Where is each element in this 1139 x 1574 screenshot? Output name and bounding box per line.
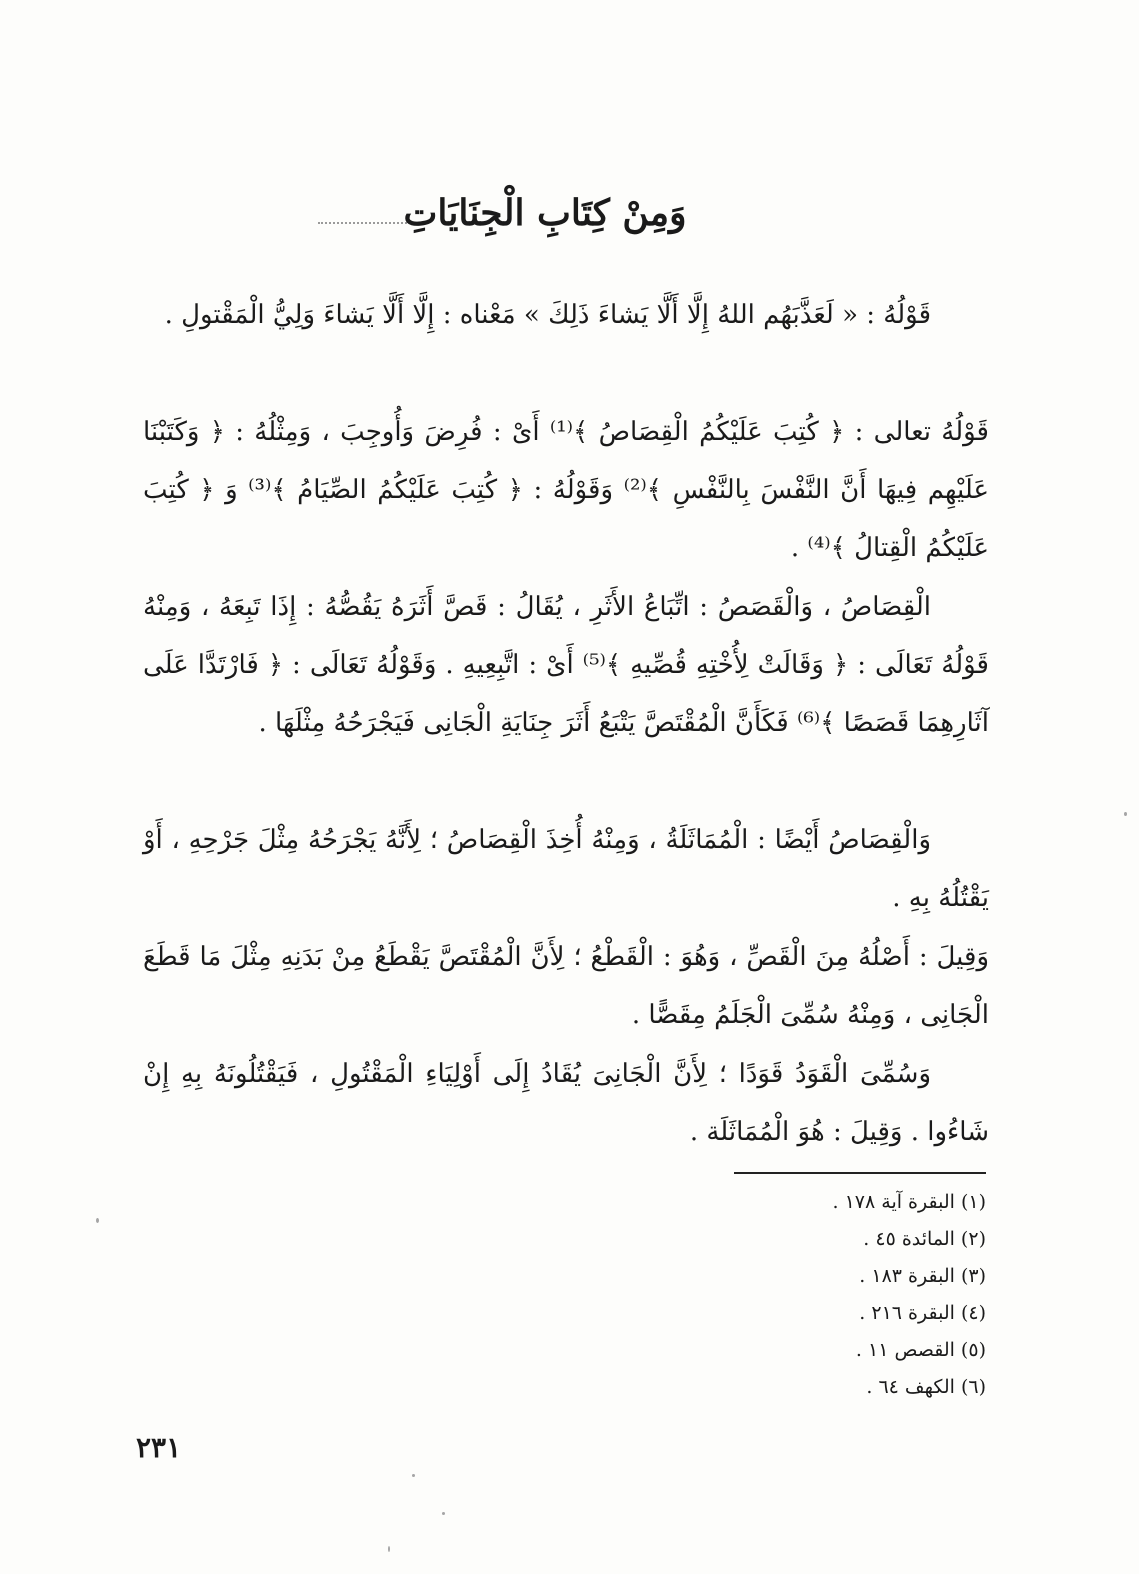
footnote-item: (٣) البقرة ١٨٣ . <box>859 1265 986 1287</box>
chapter-title: وَمِنْ كِتَابِ الْجِنَايَاتِ <box>403 192 687 234</box>
footnote-divider <box>734 1172 986 1174</box>
scan-speck <box>96 1218 99 1223</box>
footnote-item: (٢) المائدة ٤٥ . <box>863 1228 986 1250</box>
scan-speck <box>388 1546 390 1552</box>
paragraph-3: الْقِصَاصُ ، وَالْقَصَصُ : اتِّبَاعُ الأَثَرِ ، يُقَالُ : قَصَّ أَثَرَهُ يَقُصُّهُ : إِذَا تَبِعَهُ ، وَمِنْهُ قَوْلُهُ تَعَالَى : ﴿ وَقَالَتْ لِأُخْتِهِ قُصِّيهِ ﴾⁽⁵⁾ أَىْ : اتَّبِعِيهِ . وَقَوْلُهُ تَعَالَى : ﴿ فَارْتَدَّا عَلَى آثَارِهِمَا قَصَصًا ﴾⁽⁶⁾ فَكَأَنَّ الْمُقْتَصَّ يَتْبَعُ أَثَرَ جِنَايَةِ الْجَانِى فَيَجْرَحُهُ مِثْلَهَا . <box>143 592 989 738</box>
paragraph-6: وَسُمِّىَ الْقَوَدُ قَوَدًا ؛ لِأَنَّ الْجَانِىَ يُقَادُ إِلَى أَوْلِيَاءِ الْمَقْتُولِ ، فَيَقْتُلُونَهُ بِهِ إِنْ شَاءُوا . وَقِيلَ : هُوَ الْمُمَاثَلَة . <box>143 1059 989 1147</box>
footnote-item: (١) البقرة آية ١٧٨ . <box>832 1191 986 1213</box>
scan-speck <box>442 1512 445 1515</box>
paragraph-1: قَوْلُهُ : « لَعَذَّبَهُم اللهُ إِلَّا أَلَّا يَشاءَ ذَلِكَ » مَعْناه : إِلَّا أَلَّا يَشاءَ وَلِيُّ الْمَقْتولِ . <box>164 300 931 330</box>
footnotes-list <box>690 1184 986 1406</box>
footnote-item: (٥) القصص ١١ . <box>855 1339 986 1361</box>
footnote-item: (٤) البقرة ٢١٦ . <box>859 1302 986 1324</box>
footnote-item: (٦) الكهف ٦٤ . <box>866 1376 986 1398</box>
page-number: ٢٣١ <box>136 1431 182 1464</box>
scan-speck <box>412 1474 415 1477</box>
paragraph-5: وَقِيلَ : أَصْلُهُ مِنَ الْقَصِّ ، وَهُوَ : الْقَطْعُ ؛ لِأَنَّ الْمُقْتَصَّ يَقْطَعُ مِنْ بَدَنِهِ مِثْلَ مَا قَطَعَ الْجَانِى ، وَمِنْهُ سُمِّىَ الْجَلَمُ مِقَصًّا . <box>143 942 989 1030</box>
scan-speck <box>1124 812 1127 816</box>
paragraph-2: قَوْلُهُ تعالى : ﴿ كُتِبَ عَلَيْكُمُ الْقِصَاصُ ﴾⁽¹⁾ أَىْ : فُرِضَ وَأُوجِبَ ، وَمِثْلُهُ : ﴿ وَكَتَبْنَا عَلَيْهِم فِيهَا أَنَّ النَّفْسَ بِالنَّفْسِ ﴾⁽²⁾ وَقَوْلُهُ : ﴿ كُتِبَ عَلَيْكُمُ الصِّيَامُ ﴾⁽³⁾ وَ ﴿ كُتِبَ عَلَيْكُمُ الْقِتالُ ﴾⁽⁴⁾ . <box>143 417 989 563</box>
paragraph-4: وَالْقِصَاصُ أَيْضًا : الْمُمَاثَلَةُ ، وَمِنْهُ أُخِذَ الْقِصَاصُ ؛ لِأَنَّهُ يَجْرَحُهُ مِثْلَ جَرْحِهِ ، أَوْ يَقْتُلُهُ بِهِ . <box>143 825 989 913</box>
